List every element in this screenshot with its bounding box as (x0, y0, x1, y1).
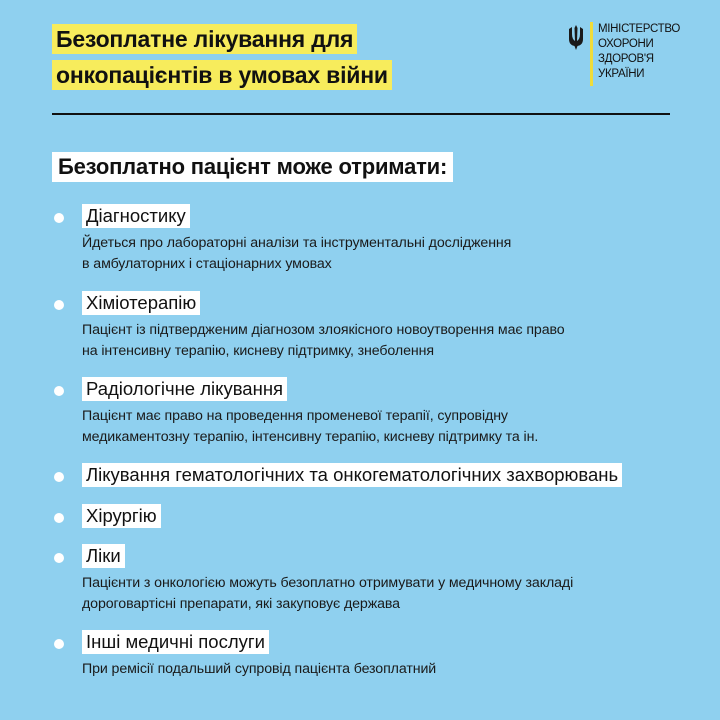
list-item-chemotherapy (52, 291, 692, 377)
logo-line: ОХОРОНИ (598, 38, 654, 50)
bullet-icon (54, 300, 64, 310)
item-title: Хірургію (82, 504, 161, 528)
bullet-icon (54, 553, 64, 563)
bullet-icon (54, 639, 64, 649)
logo-line: МІНІСТЕРСТВО (598, 23, 681, 35)
item-title: Ліки (82, 544, 125, 568)
item-description: Пацієнти з онкологією можуть безоплатно отримувати у медичному закладі дороговартісні препарати, які закуповує держава (82, 575, 574, 612)
title-line-2: онкопацієнтів в умовах війни (52, 60, 392, 90)
list-item-medicines (52, 544, 692, 630)
page-title (52, 24, 392, 96)
item-title: Діагностику (82, 204, 190, 228)
list-item-other-services (52, 630, 692, 680)
logo-text (598, 22, 680, 86)
list-item-diagnostics (52, 204, 692, 291)
bullet-icon (54, 513, 64, 523)
bullet-icon (54, 472, 64, 482)
item-title: Хіміотерапію (82, 291, 200, 315)
logo-divider (590, 22, 593, 86)
item-description: Пацієнт із підтвердженим діагнозом злоякісного новоутворення має право на інтенсивну терапію, кисневу підтримку, знеболення (82, 322, 565, 359)
list-item-surgery (52, 504, 692, 544)
item-description: При ремісії подальший супровід пацієнта безоплатний (82, 661, 437, 677)
item-title: Інші медичні послуги (82, 630, 269, 654)
ministry-logo (566, 22, 680, 86)
trident-icon (566, 24, 586, 52)
item-description: Йдеться про лабораторні аналізи та інструментальні дослідження в амбулаторних і стаціонарних умовах (82, 235, 512, 272)
item-title: Лікування гематологічних та онкогематологічних захворювань (82, 463, 622, 487)
header-divider (52, 113, 670, 115)
title-line-1: Безоплатне лікування для (52, 24, 357, 54)
bullet-icon (54, 213, 64, 223)
list-item-radiology (52, 377, 692, 463)
benefits-list (52, 204, 692, 680)
logo-line: ЗДОРОВ'Я (598, 53, 654, 65)
section-heading: Безоплатно пацієнт може отримати: (52, 152, 453, 182)
logo-line: УКРАЇНИ (598, 68, 645, 80)
bullet-icon (54, 386, 64, 396)
list-item-hematology (52, 463, 692, 504)
item-title: Радіологічне лікування (82, 377, 287, 401)
item-description: Пацієнт має право на проведення променевої терапії, супровідну медикаментозну терапію, інтенсивну терапію, кисневу підтримку та ін. (82, 408, 539, 445)
